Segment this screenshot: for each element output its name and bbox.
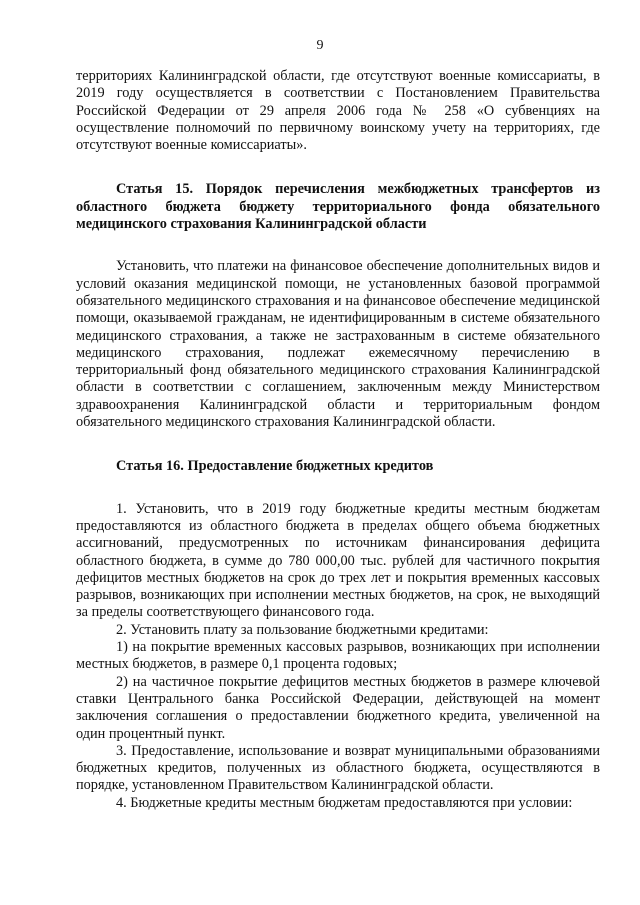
intro-paragraph: территориях Калининградской области, где отсутствуют военные комиссариаты, в 2019 году осуществляется в соответствии с Постановлением Правительства Российской Федерации от 29 апреля 2006 года № 258 «О субвенциях на осуществление полномочий по первичному воинскому учету на территориях, где отсутствуют военные комиссариаты».	[76, 68, 600, 154]
page-number: 9	[316, 38, 324, 53]
article-16-heading: Статья 16. Предоставление бюджетных кредитов	[116, 458, 434, 475]
article-16-paragraph-2: 2. Установить плату за пользование бюджетными кредитами:	[116, 621, 489, 638]
article-16-paragraph-1: 1. Установить, что в 2019 году бюджетные кредиты местным бюджетам предоставляются из областного бюджета в пределах общего объема бюджетных ассигнований, предусмотренных по источникам финансирования дефицита областного бюджета, в сумме до 780 000,00 тыс. рублей для частичного покрытия дефицитов местных бюджетов на срок до трех лет и покрытия временных кассовых разрывов, возникающих при исполнении местных бюджетов, на срок, не выходящий за пределы соответствующего финансового года.	[76, 500, 600, 621]
article-16-subitem-2: 2) на частичное покрытие дефицитов местных бюджетов в размере ключевой ставки Центрального банка Российской Федерации, действующей на момент заключения соглашения о предоставлении бюджетного кредита, увеличенной на один процентный пункт.	[76, 673, 600, 742]
article-15-heading: Статья 15. Порядок перечисления межбюджетных трансфертов из областного бюджета бюджету территориального фонда обязательного медицинского страхования Калининградской области	[76, 181, 600, 233]
article-16-subitem-1: 1) на покрытие временных кассовых разрывов, возникающих при исполнении местных бюджетов, в размере 0,1 процента годовых;	[76, 639, 600, 673]
article-15-body: Установить, что платежи на финансовое обеспечение дополнительных видов и условий оказания медицинской помощи, не установленных базовой программой обязательного медицинского страхования и на финансовое обеспечение медицинской помощи, оказываемой гражданам, не идентифицированным в системе обязательного медицинского страхования, а также не застрахованным в системе обязательного медицинского страхования, подлежат ежемесячному перечислению в территориальный фонд обязательного медицинского страхования Калининградской области в соответствии с соглашением, заключенным между Министерством здравоохранения Калининградской области и территориальным фондом обязательного медицинского страхования Калининградской области.	[76, 258, 600, 431]
page-content	[76, 68, 600, 812]
article-16-paragraph-4: 4. Бюджетные кредиты местным бюджетам предоставляются при условии:	[116, 794, 573, 811]
article-16-paragraph-3: 3. Предоставление, использование и возврат муниципальными образованиями бюджетных кредитов, полученных из областного бюджета, осуществляются в порядке, установленном Правительством Калининградской области.	[76, 742, 600, 794]
